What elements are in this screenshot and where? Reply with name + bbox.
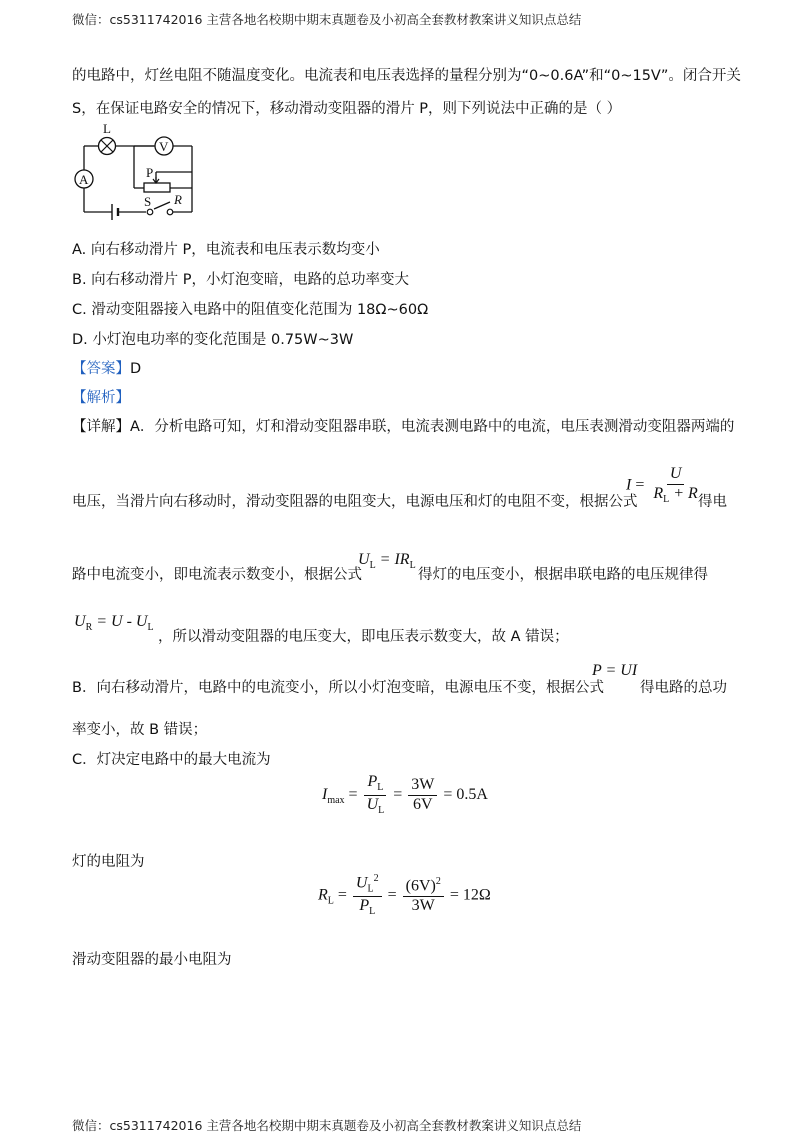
slider-arrow-icon xyxy=(153,177,159,183)
label-voltmeter: V xyxy=(159,139,169,154)
analysis-tag: 【解析】 xyxy=(72,390,130,406)
label-rheostat: R xyxy=(174,192,182,207)
detail-b-line-2: 率变小，故 B 错误； xyxy=(72,722,208,738)
formula-max-current: $I_{max}$ = $\frac{P_L}{U_L}$ = $\frac{3W}{6V}$ = 0.5A xyxy=(322,773,488,816)
option-b: B. 向右移动滑片 P，小灯泡变暗，电路的总功率变大 xyxy=(72,272,410,288)
detail-line-1: 【详解】A．分析电路可知，灯和滑动变阻器串联，电流表测电路中的电流，电压表测滑动变阻器两端的 xyxy=(72,419,735,435)
answer-line xyxy=(72,357,141,378)
formula-lamp-resistance: $R_L$ = $\frac{U_L^2}{P_L}$ = $\frac{(6V)^2}{3W}$ = 12Ω xyxy=(318,873,491,918)
detail-line-2-tail: 得电 xyxy=(698,494,727,510)
answer-tag: 【答案】 xyxy=(72,361,130,377)
question-line-1: 的电路中，灯丝电阻不随温度变化。电流表和电压表选择的量程分别为“0~0.6A”和“0~15V”。闭合开关 xyxy=(72,68,741,84)
detail-c-lamp-resistance: 灯的电阻为 xyxy=(72,854,145,870)
formula-power: P = UI xyxy=(592,662,638,679)
label-ammeter: A xyxy=(79,172,89,187)
detail-line-3: 路中电流变小，即电流表示数变小，根据公式 xyxy=(72,567,362,583)
formula-lamp-voltage: $U_L = IR_L$ xyxy=(358,551,416,572)
option-c: C. 滑动变阻器接入电路中的阻值变化范围为 18Ω~60Ω xyxy=(72,302,429,318)
option-a: A. 向右移动滑片 P，电流表和电压表示数均变小 xyxy=(72,242,380,258)
detail-c-min-resistance: 滑动变阻器的最小电阻为 xyxy=(72,952,232,968)
option-d: D. 小灯泡电功率的变化范围是 0.75W~3W xyxy=(72,332,354,348)
label-switch: S xyxy=(144,194,152,209)
formula-rheostat-voltage: $U_R = U - U_L$ xyxy=(74,613,154,634)
detail-line-3-tail: 得灯的电压变小，根据串联电路的电压规律得 xyxy=(418,567,708,583)
detail-b-line-1: B．向右移动滑片，电路中的电流变小，所以小灯泡变暗，电源电压不变，根据公式 xyxy=(72,680,604,696)
detail-line-2: 电压，当滑片向右移动时，滑动变阻器的电阻变大，电源电压和灯的电阻不变，根据公式 xyxy=(72,494,638,510)
detail-c-line-1: C．灯决定电路中的最大电流为 xyxy=(72,752,271,768)
switch-symbol xyxy=(147,209,173,215)
label-slider: P xyxy=(146,165,154,180)
detail-b-line-1-tail: 得电路的总功 xyxy=(640,680,727,696)
analysis-line xyxy=(72,386,130,407)
detail-tag: 【详解】 xyxy=(72,419,130,435)
page-footer: 微信：cs5311742016 主营各地名校期中期末真题卷及小初高全套教材教案讲义知识点总结 xyxy=(72,1118,582,1133)
circuit-diagram xyxy=(70,120,200,222)
formula-current: I = $\frac{U}{R_L + R}$ xyxy=(626,465,698,505)
page-header: 微信：cs5311742016 主营各地名校期中期末真题卷及小初高全套教材教案讲义知识点总结 xyxy=(72,12,582,27)
battery-symbol xyxy=(112,204,118,220)
question-line-2: S，在保证电路安全的情况下，移动滑动变阻器的滑片 P，则下列说法中正确的是（ ） xyxy=(72,101,622,117)
answer-value: D xyxy=(130,361,142,377)
detail-line-4: ，所以滑动变阻器的电压变大，即电压表示数变大，故 A 错误； xyxy=(158,629,569,645)
label-lamp: L xyxy=(103,121,111,136)
lamp-symbol xyxy=(99,138,116,155)
rheostat-symbol xyxy=(144,183,170,192)
